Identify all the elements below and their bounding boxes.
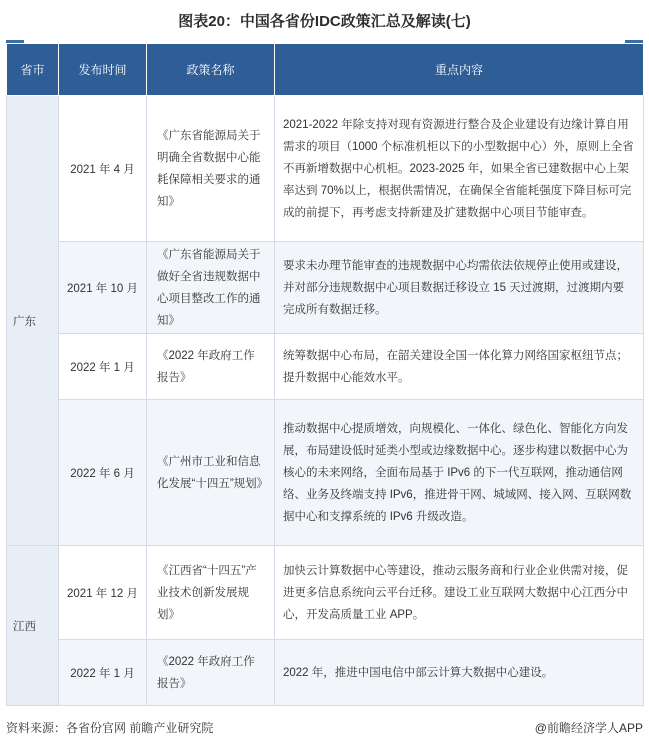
- date-cell: 2022 年 6 月: [59, 400, 147, 546]
- table-row: [7, 334, 644, 400]
- date-cell: 2021 年 12 月: [59, 546, 147, 640]
- idc-policy-table: [6, 43, 644, 706]
- table-row: [7, 400, 644, 546]
- content-cell: 2021-2022 年除支持对现有资源进行整合及企业建设有边缘计算自用需求的项目（1000 个标准机柜以下的小型数据中心）外，原则上全省不再新增数据中心机柜。2023-2025 年，如果全省已建数据中心上架率达到 70%以上，根据供需情况，在确保全省能耗强度下降目标可完成的前提下，再考虑支持新建及扩建数据中心项目节能审查。: [275, 96, 644, 242]
- content-cell: 要求未办理节能审查的违规数据中心均需依法依规停止使用或建设，并对部分违规数据中心项目数据迁移设立 15 天过渡期，过渡期内要完成所有数据迁移。: [275, 242, 644, 334]
- province-cell: 广东: [7, 96, 59, 546]
- header-province: 省市: [7, 44, 59, 96]
- policy-cell: 《广州市工业和信息化发展“十四五”规划》: [147, 400, 275, 546]
- header-policy: 政策名称: [147, 44, 275, 96]
- table-row: [7, 546, 644, 640]
- date-cell: 2022 年 1 月: [59, 640, 147, 706]
- date-cell: 2021 年 10 月: [59, 242, 147, 334]
- policy-cell: 《广东省能源局关于做好全省违规数据中心项目整改工作的通知》: [147, 242, 275, 334]
- brand-credit: @前瞻经济学人APP: [534, 721, 643, 735]
- policy-cell: 《2022 年政府工作报告》: [147, 334, 275, 400]
- content-cell: 统筹数据中心布局，在韶关建设全国一体化算力网络国家枢纽节点；提升数据中心能效水平。: [275, 334, 644, 400]
- table-row: [7, 96, 644, 242]
- policy-cell: 《2022 年政府工作报告》: [147, 640, 275, 706]
- table-row: [7, 242, 644, 334]
- table-header-row: [7, 44, 644, 96]
- table-row: [7, 640, 644, 706]
- date-cell: 2022 年 1 月: [59, 334, 147, 400]
- header-date: 发布时间: [59, 44, 147, 96]
- figure-title: 图表20：中国各省份IDC政策汇总及解读(七): [178, 12, 471, 30]
- date-cell: 2021 年 4 月: [59, 96, 147, 242]
- header-content: 重点内容: [275, 44, 644, 96]
- policy-cell: 《江西省“十四五”产业技术创新发展规划》: [147, 546, 275, 640]
- content-cell: 加快云计算数据中心等建设，推动云服务商和行业企业供需对接，促进更多信息系统向云平台迁移。建设工业互联网大数据中心江西分中心，开发高质量工业 APP。: [275, 546, 644, 640]
- policy-cell: 《广东省能源局关于明确全省数据中心能耗保障相关要求的通知》: [147, 96, 275, 242]
- source-note: 资料来源：各省份官网 前瞻产业研究院: [6, 721, 214, 735]
- content-cell: 2022 年，推进中国电信中部云计算大数据中心建设。: [275, 640, 644, 706]
- content-cell: 推动数据中心提质增效，向规模化、一体化、绿色化、智能化方向发展，布局建设低时延类小型或边缘数据中心。逐步构建以数据中心为核心的未来网络，全面布局基于 IPv6 的下一代互联网，推动通信网络、业务及终端支持 IPv6，推进骨干网、城域网、接入网、互联网数据中心和支撑系统的 IPv6 升级改造。: [275, 400, 644, 546]
- province-cell: 江西: [7, 546, 59, 706]
